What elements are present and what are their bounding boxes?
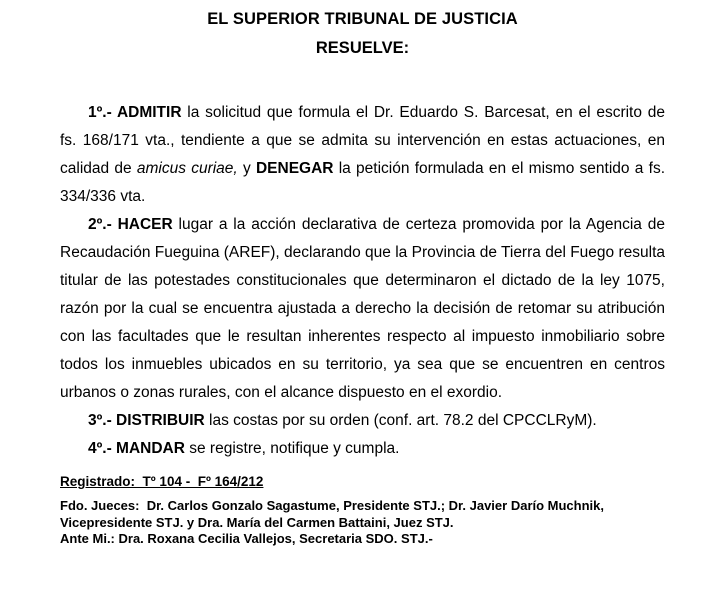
text-segment: la solicitud que formula el Dr. Eduardo S. Barcesat, en el escrito de fs. 168/171 vta., tendiente a que se admita su intervención en estas actuaciones, en calidad de [60,104,665,177]
document-footer [60,473,665,548]
text-segment: y [237,160,256,177]
resolution-paragraph-3 [60,407,665,435]
text-segment: la petición formulada en el mismo sentido a fs. 334/336 vta. [60,160,666,205]
resolution-paragraph-2 [60,211,665,407]
text-segment: amicus curiae, [136,160,238,177]
text-segment: 1º.- ADMITIR [88,104,182,121]
resolve-heading: RESUELVE: [315,39,410,57]
text-segment: 3º.- DISTRIBUIR [88,412,205,429]
registration-record: Registrado: Tº 104 - Fº 164/212 [60,474,264,489]
text-segment: 4º.- MANDAR [88,440,185,457]
resolution-paragraph-1 [60,99,665,211]
signers-block [60,498,665,548]
resolution-paragraph-4 [60,435,665,463]
tribunal-title: EL SUPERIOR TRIBUNAL DE JUSTICIA [207,10,518,28]
ante-mi-line: Ante Mi.: Dra. Roxana Cecilia Vallejos, Secretaria SDO. STJ.- [60,531,433,546]
text-segment: DENEGAR [255,160,334,177]
text-segment: las costas por su orden (conf. art. 78.2 del CPCCLRyM). [204,412,597,429]
signing-judges-line: Fdo. Jueces: Dr. Carlos Gonzalo Sagastume, Presidente STJ.; Dr. Javier Darío Muchnik, Vicepresidente STJ. y Dra. María del Carmen Battaini, Juez STJ. [60,498,608,530]
text-segment: se registre, notifique y cumpla. [184,440,400,457]
text-segment: lugar a la acción declarativa de certeza promovida por la Agencia de Recaudación Fueguina (AREF), declarando que la Provincia de Tierra del Fuego resulta titular de las potestades constitucionales que determinaron el dictado de la ley 1075, razón por la cual se encuentra ajustada a derecho la decisión de retomar su atribución con las facultades que le resultan inherentes respecto al impuesto inmobiliario sobre todos los inmuebles ubicados en su territorio, ya sea que se encuentren en centros urbanos o zonas rurales, con el alcance dispuesto en el exordio. [60,216,665,401]
resolution-body [60,99,665,463]
text-segment: 2º.- HACER [88,216,173,233]
